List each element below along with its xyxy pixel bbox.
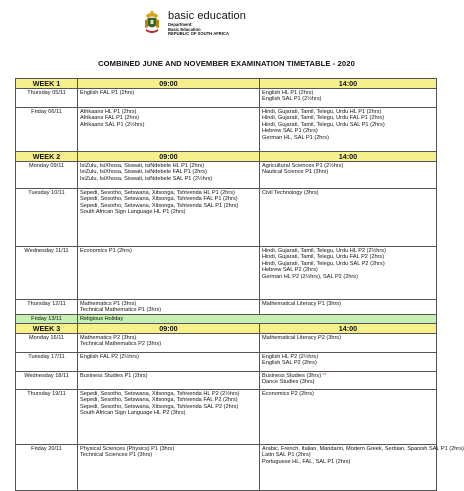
day-date-cell: Monday 16/11 [16, 334, 78, 353]
exam-paper: Technical Mathematics P1 (3hrs) [80, 307, 162, 313]
exam-paper: Civil Technology (3hrs) [262, 189, 319, 196]
exam-paper: Agricultural Sciences P1 (2½hrs) [262, 162, 344, 169]
week-label: WEEK 2 [16, 152, 78, 162]
week-header-row [16, 324, 437, 334]
morning-session-time: 09:00 [78, 79, 260, 89]
morning-papers-cell [78, 89, 260, 108]
exam-paper: German HL, SAL P1 (2hrs) [262, 134, 329, 141]
afternoon-session-time: 14:00 [260, 324, 437, 334]
exam-paper: Arabic, French, Italian, Mandarin, Modern Greek, Serbian, Spanish SAL P1 (2hrs) [262, 445, 464, 452]
day-date-cell: Wednesday 18/11 [16, 372, 78, 390]
exam-paper: Mathematical Literacy P1 (3hrs) [262, 300, 341, 307]
exam-paper: IsiZulu, IsiXhosa, Siswati, isiNdebele HL P1 (2hrs) [80, 162, 205, 169]
exam-paper: Hebrew SAL P1 (2hrs) [262, 128, 318, 134]
morning-papers-cell [78, 334, 260, 353]
morning-papers-cell [78, 300, 260, 315]
exam-paper: Sepedi, Sesotho, Setswana, Xitsonga, Tshivenda FAL P1 (2hrs) [80, 196, 238, 202]
afternoon-papers-cell [260, 162, 437, 189]
morning-papers-cell [78, 247, 260, 300]
brand-line: Department: [168, 22, 193, 27]
morning-papers-cell [78, 189, 260, 247]
morning-session-time: 09:00 [78, 152, 260, 162]
afternoon-papers-cell [260, 189, 437, 247]
afternoon-papers-cell [260, 89, 437, 108]
exam-paper: Hindi, Gujarati, Tamil, Telegu, Urdu FAL P2 (2hrs) [262, 254, 385, 260]
day-date-cell: Friday 13/11 [16, 315, 78, 324]
day-date-cell: Monday 09/11 [16, 162, 78, 189]
exam-paper: Dance Studies (3hrs) [262, 379, 315, 385]
week-label: WEEK 3 [16, 324, 78, 334]
day-row [16, 372, 437, 390]
exam-paper: Mathematical Literacy P2 (3hrs) [262, 334, 341, 341]
asterisk-mark: ** [322, 372, 327, 379]
exam-paper: Afrikaans HL P1 (2hrs) [80, 108, 137, 115]
week-label: WEEK 1 [16, 79, 78, 89]
exam-paper: Hebrew SAL P2 (2hrs) [262, 267, 318, 273]
exam-paper: Hindi, Gujarati, Tamil, Telegu, Urdu SAL P2 (2hrs) [262, 260, 385, 267]
day-date-cell: Tuesday 17/11 [16, 353, 78, 372]
exam-paper: Hindi, Gujarati, Tamil, Telegu, Urdu HL P1 (2hrs) [262, 108, 382, 115]
exam-paper: Economics P1 (2hrs) [80, 247, 132, 254]
exam-paper: Sepedi, Sesotho, Setswana, Xitsonga, Tshivenda FAL P2 (2hrs) [80, 397, 238, 403]
brand-line: REPUBLIC OF SOUTH AFRICA [168, 31, 230, 37]
morning-papers-cell [78, 162, 260, 189]
day-row [16, 247, 437, 300]
day-date-cell: Thursday 19/11 [16, 390, 78, 445]
exam-paper: English HL P2 (2½hrs) [262, 353, 319, 360]
week-header-row [16, 79, 437, 89]
day-row [16, 390, 437, 445]
exam-paper: Business Studies P1 (2hrs) [80, 372, 148, 379]
afternoon-papers-cell [260, 372, 437, 390]
exam-paper: Nautical Science P1 (3hrs) [262, 169, 329, 175]
day-date-cell: Thursday 05/11 [16, 89, 78, 108]
brand-name: basic education [168, 10, 246, 22]
exam-paper: Sepedi, Sesotho, Setswana, Xitsonga, Tshivenda SAL P2 (2hrs) [80, 403, 239, 410]
morning-papers-cell [78, 390, 260, 445]
afternoon-session-time: 14:00 [260, 152, 437, 162]
exam-paper: Sepedi, Sesotho, Setswana, Xitsonga, Tshivenda HL P2 (2½hrs) [80, 390, 240, 397]
afternoon-papers-cell [260, 247, 437, 300]
exam-paper: English HL P1 (2hrs) [262, 89, 314, 96]
day-date-cell: Thursday 12/11 [16, 300, 78, 315]
morning-papers-cell [78, 372, 260, 390]
exam-paper: German HL P2 (2½hrs), SAL P2 (2hrs) [262, 273, 358, 280]
exam-paper: Latin SAL P1 (2hrs) [262, 452, 311, 458]
exam-paper: South African Sign Language HL P1 (2hrs) [80, 209, 186, 215]
exam-paper: English SAL P2 (2hrs) [262, 360, 317, 366]
exam-paper: English FAL P1 (2hrs) [80, 89, 135, 96]
day-row [16, 189, 437, 247]
day-date-cell: Friday 06/11 [16, 108, 78, 152]
exam-paper: Business Studies (3hrs) [262, 372, 322, 379]
exam-paper: Technical Sciences P1 (3hrs) [80, 452, 153, 458]
morning-session-time: 09:00 [78, 324, 260, 334]
exam-paper: Portuguese HL, FAL, SAL P1 (2hrs) [262, 458, 351, 465]
exam-paper: South African Sign Language HL P2 (3hrs) [80, 410, 186, 416]
exam-paper: English FAL P2 (2½hrs) [80, 353, 139, 360]
morning-papers-cell [78, 353, 260, 372]
exam-paper: Afrikaans FAL P1 (2hrs) [80, 115, 140, 121]
exam-paper: IsiZulu, IsiXhosa, Siswati, isiNdebele FAL P1 (2hrs) [80, 169, 207, 175]
exam-paper: Mathematics P1 (3hrs) [80, 300, 137, 307]
day-row [16, 108, 437, 152]
day-row [16, 300, 437, 315]
afternoon-papers-cell [260, 300, 437, 315]
exam-paper: Physical Sciences (Physics) P1 (3hrs) [80, 445, 175, 452]
morning-papers-cell [78, 445, 260, 491]
day-date-cell: Tuesday 10/11 [16, 189, 78, 247]
afternoon-session-time: 14:00 [260, 79, 437, 89]
day-row [16, 89, 437, 108]
exam-paper: Economics P2 (2hrs) [262, 390, 314, 397]
exam-paper: Sepedi, Sesotho, Setswana, Xitsonga, Tshivenda HL P1 (2hrs) [80, 189, 235, 196]
day-row [16, 445, 437, 491]
afternoon-papers-cell [260, 353, 437, 372]
exam-paper: IsiZulu, IsiXhosa, Siswati, isiNdebele SAL P1 (2½hrs) [80, 175, 213, 182]
day-date-cell: Friday 20/11 [16, 445, 78, 491]
day-row [16, 315, 437, 324]
examination-timetable [15, 78, 464, 491]
afternoon-papers-cell [260, 390, 437, 445]
exam-paper: Hindi, Gujarati, Tamil, Telegu, Urdu SAL P1 (2hrs) [262, 121, 385, 128]
exam-paper: Sepedi, Sesotho, Setswana, Xitsonga, Tshivenda SAL P1 (2hrs) [80, 202, 239, 209]
day-row [16, 353, 437, 372]
coat-of-arms-logo [142, 9, 162, 35]
exam-paper: Hindi, Gujarati, Tamil, Telegu, Urdu FAL P1 (2hrs) [262, 115, 385, 121]
afternoon-papers-cell [260, 445, 464, 491]
holiday-cell: Religious Holiday [78, 315, 437, 324]
day-date-cell: Wednesday 11/11 [16, 247, 78, 300]
exam-paper: English SAL P1 (2½hrs) [262, 96, 322, 102]
afternoon-papers-cell [260, 334, 437, 353]
day-row [16, 162, 437, 189]
brand-line: Basic Education [168, 26, 201, 32]
day-row [16, 334, 437, 353]
afternoon-papers-cell [260, 108, 437, 152]
exam-paper: Technical Mathematics P2 (3hrs) [80, 341, 162, 347]
exam-paper: Mathematics P2 (3hrs) [80, 334, 137, 341]
document-title: COMBINED JUNE AND NOVEMBER EXAMINATION TIMETABLE - 2020 [98, 59, 355, 68]
exam-paper: Hindi, Gujarati, Tamil, Telegu, Urdu HL P2 (2½hrs) [262, 247, 386, 254]
exam-paper: Afrikaans SAL P1 (2½hrs) [80, 121, 145, 128]
morning-papers-cell [78, 108, 260, 152]
week-header-row [16, 152, 437, 162]
